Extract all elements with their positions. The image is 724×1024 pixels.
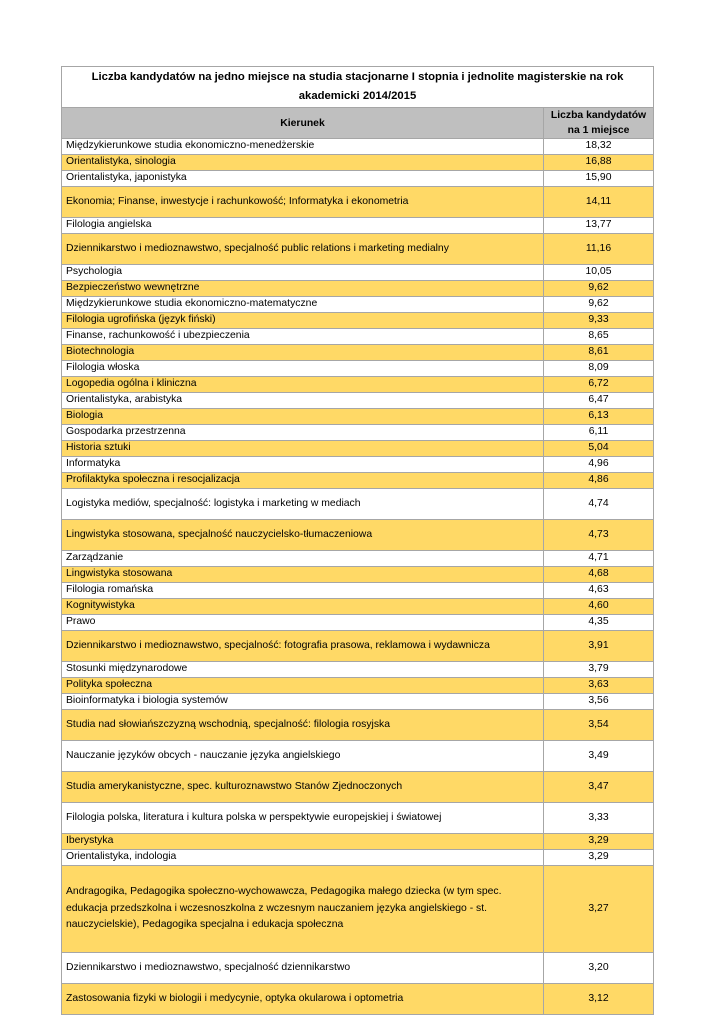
- liczba-cell: 4,60: [544, 599, 654, 615]
- liczba-cell: 14,11: [544, 187, 654, 218]
- column-header-liczba: Liczba kandydatów na 1 miejsce: [544, 108, 654, 139]
- liczba-cell: 8,61: [544, 345, 654, 361]
- table-row: [62, 678, 654, 694]
- table-title: Liczba kandydatów na jedno miejsce na studia stacjonarne I stopnia i jednolite magisterskie na rok akademicki 2014/2015: [62, 67, 654, 108]
- liczba-cell: 10,05: [544, 265, 654, 281]
- kierunek-cell: Dziennikarstwo i medioznawstwo, specjalność public relations i marketing medialny: [62, 234, 544, 265]
- liczba-cell: 4,74: [544, 489, 654, 520]
- liczba-cell: 3,56: [544, 694, 654, 710]
- table-row: [62, 850, 654, 866]
- kierunek-cell: Filologia angielska: [62, 218, 544, 234]
- kierunek-cell: Informatyka: [62, 457, 544, 473]
- table-row: [62, 520, 654, 551]
- kierunek-cell: Dziennikarstwo i medioznawstwo, specjalność: fotografia prasowa, reklamowa i wydawnicza: [62, 631, 544, 662]
- kierunek-cell: Filologia romańska: [62, 583, 544, 599]
- liczba-cell: 3,29: [544, 834, 654, 850]
- table-row: [62, 155, 654, 171]
- table-row: [62, 313, 654, 329]
- kierunek-cell: Dziennikarstwo i medioznawstwo, specjalność dziennikarstwo: [62, 953, 544, 984]
- liczba-cell: 3,33: [544, 803, 654, 834]
- kierunek-cell: Filologia ugrofińska (język fiński): [62, 313, 544, 329]
- liczba-cell: 3,20: [544, 953, 654, 984]
- kierunek-cell: Studia amerykanistyczne, spec. kulturoznawstwo Stanów Zjednoczonych: [62, 772, 544, 803]
- table-row: [62, 473, 654, 489]
- kierunek-cell: Stosunki międzynarodowe: [62, 662, 544, 678]
- liczba-cell: 3,47: [544, 772, 654, 803]
- kierunek-cell: Bioinformatyka i biologia systemów: [62, 694, 544, 710]
- table-row: [62, 631, 654, 662]
- kierunek-cell: Historia sztuki: [62, 441, 544, 457]
- table-body: [62, 139, 654, 1015]
- table-row: [62, 741, 654, 772]
- liczba-cell: 4,63: [544, 583, 654, 599]
- liczba-cell: 13,77: [544, 218, 654, 234]
- table-row: [62, 377, 654, 393]
- table-row: [62, 662, 654, 678]
- kierunek-cell: Polityka społeczna: [62, 678, 544, 694]
- table-row: [62, 218, 654, 234]
- kierunek-cell: Logistyka mediów, specjalność: logistyka i marketing w mediach: [62, 489, 544, 520]
- kierunek-cell: Kognitywistyka: [62, 599, 544, 615]
- table-row: [62, 694, 654, 710]
- kierunek-cell: Filologia polska, literatura i kultura polska w perspektywie europejskiej i światowej: [62, 803, 544, 834]
- table-row: [62, 281, 654, 297]
- liczba-cell: 4,71: [544, 551, 654, 567]
- table-row: [62, 441, 654, 457]
- liczba-cell: 4,96: [544, 457, 654, 473]
- liczba-cell: 6,11: [544, 425, 654, 441]
- liczba-cell: 4,86: [544, 473, 654, 489]
- liczba-cell: 16,88: [544, 155, 654, 171]
- liczba-cell: 8,09: [544, 361, 654, 377]
- kierunek-cell: Profilaktyka społeczna i resocjalizacja: [62, 473, 544, 489]
- table-row: [62, 345, 654, 361]
- kierunek-cell: Zastosowania fizyki w biologii i medycynie, optyka okularowa i optometria: [62, 984, 544, 1015]
- liczba-cell: 9,33: [544, 313, 654, 329]
- liczba-cell: 4,35: [544, 615, 654, 631]
- table-row: [62, 599, 654, 615]
- liczba-cell: 3,54: [544, 710, 654, 741]
- table-row: [62, 551, 654, 567]
- kierunek-cell: Logopedia ogólna i kliniczna: [62, 377, 544, 393]
- table-row: [62, 984, 654, 1015]
- table-row: [62, 234, 654, 265]
- liczba-cell: 3,91: [544, 631, 654, 662]
- kierunek-cell: Międzykierunkowe studia ekonomiczno-matematyczne: [62, 297, 544, 313]
- table-row: [62, 361, 654, 377]
- table-row: [62, 615, 654, 631]
- liczba-cell: 9,62: [544, 281, 654, 297]
- kierunek-cell: Gospodarka przestrzenna: [62, 425, 544, 441]
- kierunek-cell: Zarządzanie: [62, 551, 544, 567]
- liczba-cell: 6,47: [544, 393, 654, 409]
- kierunek-cell: Biologia: [62, 409, 544, 425]
- table-row: [62, 393, 654, 409]
- table-row: [62, 567, 654, 583]
- liczba-cell: 3,12: [544, 984, 654, 1015]
- table-row: [62, 425, 654, 441]
- table-row: [62, 329, 654, 345]
- table-row: [62, 297, 654, 313]
- liczba-cell: 4,73: [544, 520, 654, 551]
- kierunek-cell: Międzykierunkowe studia ekonomiczno-menedżerskie: [62, 139, 544, 155]
- kierunek-cell: Iberystyka: [62, 834, 544, 850]
- liczba-cell: 3,79: [544, 662, 654, 678]
- table-row: [62, 187, 654, 218]
- table-row: [62, 171, 654, 187]
- kierunek-cell: Biotechnologia: [62, 345, 544, 361]
- column-header-kierunek: Kierunek: [62, 108, 544, 139]
- kierunek-cell: Ekonomia; Finanse, inwestycje i rachunkowość; Informatyka i ekonometria: [62, 187, 544, 218]
- liczba-cell: 6,13: [544, 409, 654, 425]
- liczba-cell: 3,49: [544, 741, 654, 772]
- kierunek-cell: Prawo: [62, 615, 544, 631]
- table-row: [62, 953, 654, 984]
- liczba-cell: 3,29: [544, 850, 654, 866]
- ranking-table: [61, 66, 654, 1015]
- table-row: [62, 265, 654, 281]
- kierunek-cell: Nauczanie języków obcych - nauczanie języka angielskiego: [62, 741, 544, 772]
- liczba-cell: 5,04: [544, 441, 654, 457]
- kierunek-cell: Lingwistyka stosowana: [62, 567, 544, 583]
- table-row: [62, 866, 654, 953]
- kierunek-cell: Finanse, rachunkowość i ubezpieczenia: [62, 329, 544, 345]
- kierunek-cell: Orientalistyka, indologia: [62, 850, 544, 866]
- table-row: [62, 710, 654, 741]
- kierunek-cell: Studia nad słowiańszczyzną wschodnią, specjalność: filologia rosyjska: [62, 710, 544, 741]
- table-row: [62, 772, 654, 803]
- table-row: [62, 457, 654, 473]
- table-row: [62, 583, 654, 599]
- table-row: [62, 489, 654, 520]
- liczba-cell: 3,27: [544, 866, 654, 953]
- kierunek-cell: Orientalistyka, japonistyka: [62, 171, 544, 187]
- table-row: [62, 139, 654, 155]
- kierunek-cell: Orientalistyka, sinologia: [62, 155, 544, 171]
- ranking-sheet: [61, 66, 653, 1015]
- table-row: [62, 803, 654, 834]
- liczba-cell: 18,32: [544, 139, 654, 155]
- liczba-cell: 4,68: [544, 567, 654, 583]
- liczba-cell: 9,62: [544, 297, 654, 313]
- kierunek-cell: Filologia włoska: [62, 361, 544, 377]
- liczba-cell: 3,63: [544, 678, 654, 694]
- liczba-cell: 15,90: [544, 171, 654, 187]
- kierunek-cell: Lingwistyka stosowana, specjalność nauczycielsko-tłumaczeniowa: [62, 520, 544, 551]
- kierunek-cell: Andragogika, Pedagogika społeczno-wychowawcza, Pedagogika małego dziecka (w tym spec. edukacja przedszkolna i wczesnoszkolna z wczesnym nauczaniem języka angielskiego - st. nauczycielskie), Pedagogika specjalna i edukacja społeczna: [62, 866, 544, 953]
- kierunek-cell: Bezpieczeństwo wewnętrzne: [62, 281, 544, 297]
- table-row: [62, 409, 654, 425]
- kierunek-cell: Psychologia: [62, 265, 544, 281]
- table-row: [62, 834, 654, 850]
- liczba-cell: 6,72: [544, 377, 654, 393]
- kierunek-cell: Orientalistyka, arabistyka: [62, 393, 544, 409]
- liczba-cell: 11,16: [544, 234, 654, 265]
- liczba-cell: 8,65: [544, 329, 654, 345]
